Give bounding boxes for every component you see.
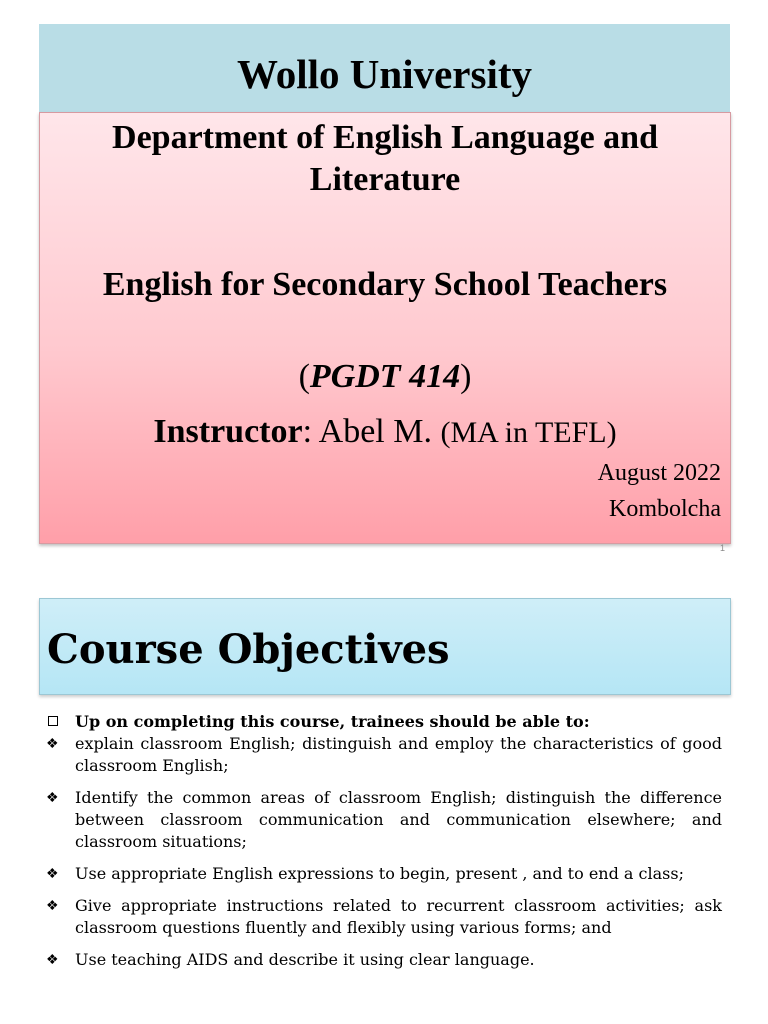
list-item: [46, 863, 722, 885]
objectives-intro-text: Up on completing this course, trainees should be able to:: [75, 712, 590, 731]
objective-text: Give appropriate instructions related to recurrent classroom activities; ask classroom questions fluently and flexibly using various forms; and: [75, 896, 722, 937]
list-item: [46, 949, 722, 971]
list-item: [46, 733, 722, 777]
course-code-value: PGDT 414: [309, 358, 461, 395]
department-name: Department of English Language and Literature: [112, 119, 658, 198]
instructor-label: Instructor: [153, 413, 303, 450]
code-open-paren: (: [298, 358, 310, 395]
objectives-title: Course Objectives: [47, 626, 450, 673]
diamond-bullet-icon: ❖: [46, 736, 59, 752]
checkbox-square-icon: [46, 711, 75, 733]
instructor-name: Abel M.: [318, 413, 441, 450]
objective-text: Use appropriate English expressions to begin, present , and to end a class;: [75, 864, 684, 883]
list-item: [46, 787, 722, 853]
diamond-bullet-icon: ❖: [46, 790, 59, 806]
list-item: [46, 895, 722, 939]
code-close-paren: ): [460, 358, 472, 395]
instructor-degree: (MA in TEFL): [440, 416, 617, 449]
objectives-list: [46, 711, 722, 971]
page-number: 1: [719, 543, 725, 553]
course-name: English for Secondary School Teachers: [102, 266, 668, 303]
objective-text: Use teaching AIDS and describe it using clear language.: [75, 950, 535, 969]
instructor-separator: :: [302, 413, 319, 450]
objectives-intro: [46, 711, 722, 733]
diamond-bullet-icon: ❖: [46, 952, 59, 968]
objective-text: Identify the common areas of classroom English; distinguish the difference between classroom communication and communication elsewhere; and classroom situations;: [75, 788, 722, 851]
university-title: Wollo University: [237, 51, 532, 97]
diamond-bullet-icon: ❖: [46, 898, 59, 914]
course-date: August 2022: [597, 460, 721, 486]
objective-text: explain classroom English; distinguish and employ the characteristics of good classroom English;: [75, 734, 722, 775]
instructor-line: [39, 411, 731, 454]
diamond-bullet-icon: ❖: [46, 866, 59, 882]
course-location: Kombolcha: [609, 496, 721, 522]
course-code: [39, 356, 731, 398]
